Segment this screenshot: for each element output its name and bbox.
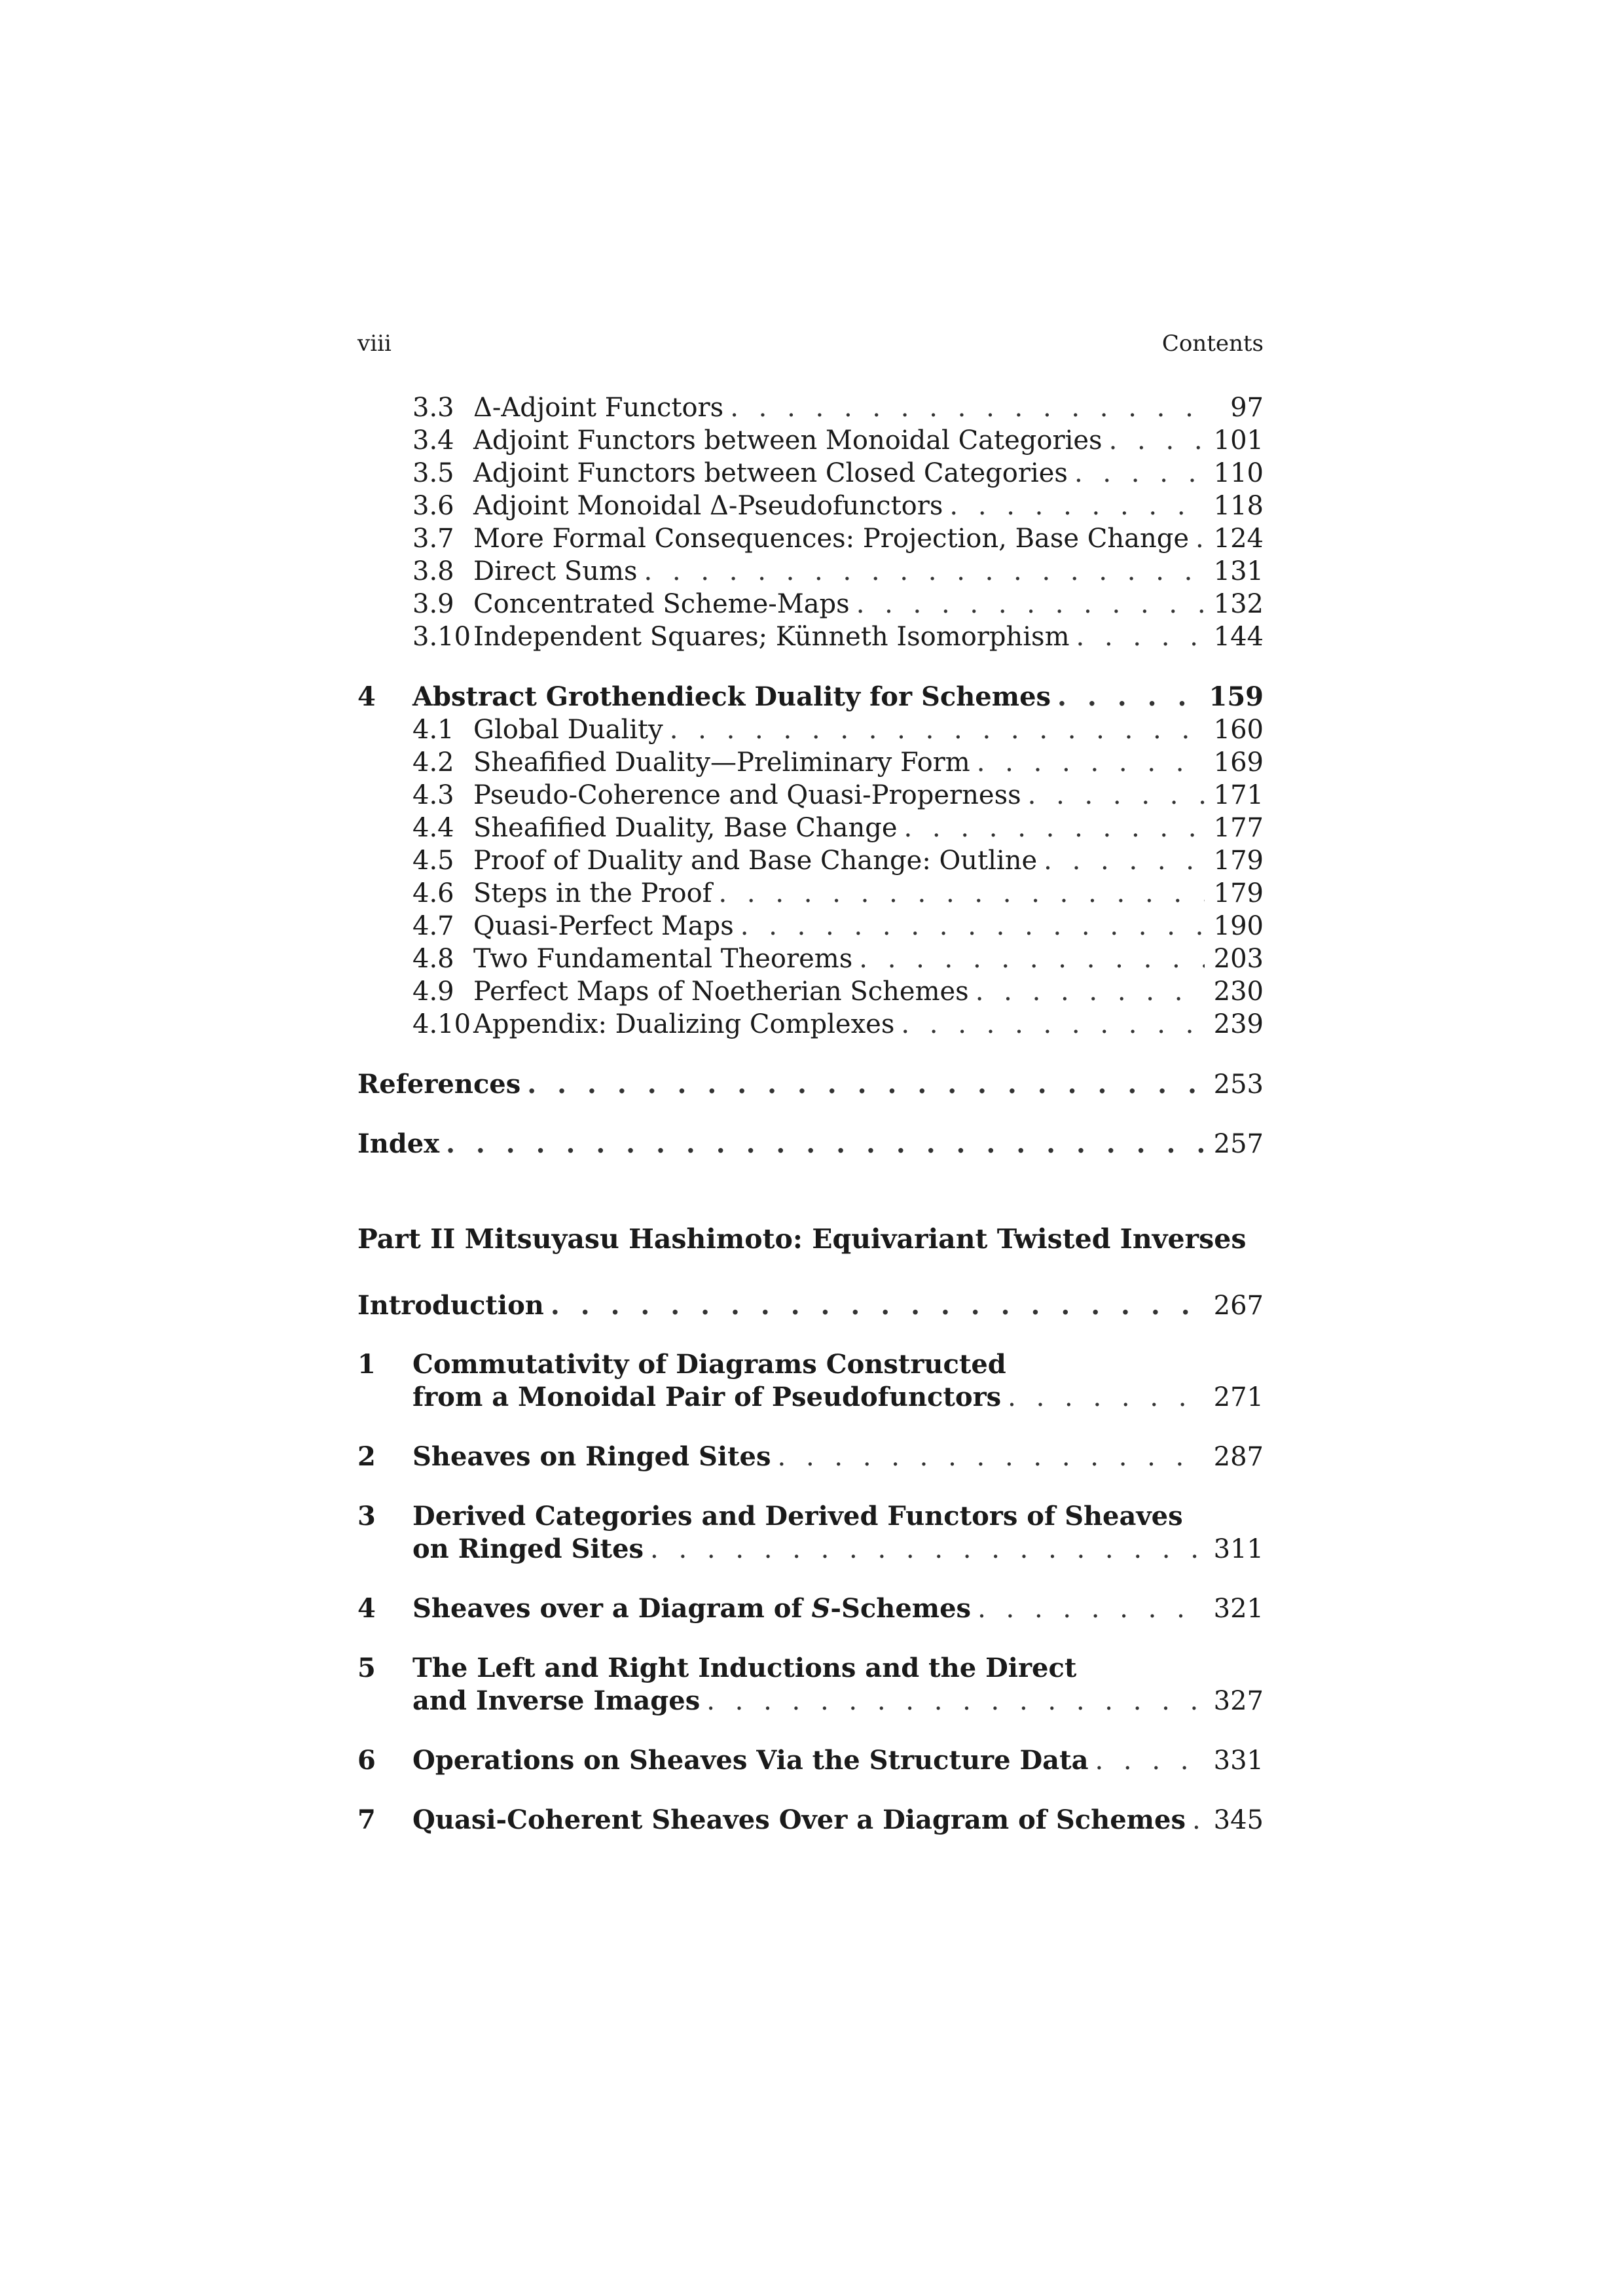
section-number: 4.8 — [412, 944, 454, 974]
page-number: 179 — [1213, 846, 1264, 876]
chapter-title-line2: on Ringed Sites — [412, 1534, 644, 1564]
dot-leader — [949, 490, 1204, 522]
page-number: 159 — [1209, 681, 1264, 712]
part-heading: Part II Mitsuyasu Hashimoto: Equivariant Twisted Inverses — [357, 1223, 1247, 1255]
section-title: Δ-Adjoint Functors — [473, 393, 724, 423]
section-title: More Formal Consequences: Projection, Base Change — [473, 524, 1189, 554]
title-italic-s: S — [811, 1593, 831, 1624]
toc-part2-chapter-6[interactable] — [357, 1744, 1264, 1777]
dot-leader — [446, 1128, 1205, 1160]
title-text-after: -Schemes — [830, 1593, 972, 1624]
page-number: 144 — [1213, 622, 1264, 652]
dot-leader — [644, 555, 1204, 588]
dot-leader — [977, 746, 1205, 779]
page-number: 327 — [1213, 1686, 1264, 1716]
dot-leader — [650, 1533, 1205, 1566]
title-text-before: Sheaves over a Diagram of — [412, 1593, 812, 1624]
chapter-title-line2: and Inverse Images — [412, 1685, 701, 1716]
section-number: 3.5 — [412, 458, 454, 488]
dot-leader — [904, 812, 1205, 844]
toc-entry-3-6[interactable] — [412, 490, 1264, 522]
page-number: 171 — [1213, 780, 1264, 810]
section-title: Pseudo-Coherence and Quasi-Properness — [473, 780, 1021, 810]
page-number: 345 — [1213, 1805, 1264, 1835]
chapter-title-line1[interactable]: The Left and Right Inductions and the Direct — [412, 1653, 1077, 1683]
page-number: 101 — [1213, 425, 1264, 456]
chapter-number: 4 — [357, 681, 376, 712]
section-title: Concentrated Scheme-Maps — [473, 589, 850, 619]
toc-part2-chapter-1[interactable] — [412, 1381, 1264, 1414]
section-number: 4.2 — [412, 747, 454, 778]
chapter-title: Sheaves on Ringed Sites — [412, 1441, 771, 1472]
toc-entry-4-3[interactable] — [412, 779, 1264, 812]
page-number: 331 — [1213, 1746, 1264, 1776]
section-title: Perfect Maps of Noetherian Schemes — [473, 977, 969, 1007]
toc-part2-chapter-3[interactable] — [412, 1533, 1264, 1566]
page-number: 131 — [1213, 556, 1264, 586]
dot-leader — [740, 910, 1205, 942]
section-number: 4.4 — [412, 813, 454, 843]
section-number: 4.1 — [412, 715, 454, 745]
section-number: 3.6 — [412, 491, 454, 521]
toc-index[interactable] — [357, 1128, 1264, 1160]
toc-entry-3-8[interactable] — [412, 555, 1264, 588]
chapter-title: Operations on Sheaves Via the Structure Data — [412, 1745, 1089, 1776]
section-title: Independent Squares; Künneth Isomorphism — [473, 622, 1070, 652]
introduction-title: Introduction — [357, 1290, 544, 1321]
section-title: Appendix: Dualizing Complexes — [473, 1009, 895, 1039]
index-title: Index — [357, 1128, 440, 1159]
toc-entry-3-3[interactable] — [412, 391, 1264, 424]
toc-entry-4-7[interactable] — [412, 910, 1264, 942]
toc-chapter-4[interactable] — [357, 681, 1264, 713]
toc-entry-4-8[interactable] — [412, 942, 1264, 975]
section-number: 4.10 — [412, 1009, 471, 1039]
page-number: 257 — [1213, 1129, 1264, 1159]
dot-leader — [1109, 424, 1205, 457]
dot-leader — [1028, 779, 1205, 812]
chapter-number: 5 — [357, 1653, 376, 1683]
page-number: 253 — [1213, 1069, 1264, 1100]
chapter-number: 4 — [357, 1593, 376, 1624]
dot-leader — [670, 713, 1205, 746]
section-number: 3.7 — [412, 524, 454, 554]
toc-entry-4-5[interactable] — [412, 844, 1264, 877]
page-number: 190 — [1213, 911, 1264, 941]
page-number: 124 — [1213, 524, 1264, 554]
chapter-title: Abstract Grothendieck Duality for Schemes — [412, 681, 1051, 712]
section-title: Proof of Duality and Base Change: Outline — [473, 846, 1038, 876]
dot-leader — [976, 975, 1205, 1008]
page-number: 177 — [1213, 813, 1264, 843]
chapter-title-line1[interactable]: Commutativity of Diagrams Constructed — [412, 1349, 1006, 1380]
toc-entry-4-10[interactable] — [412, 1008, 1264, 1041]
dot-leader — [551, 1289, 1205, 1322]
toc-references[interactable] — [357, 1068, 1264, 1101]
dot-leader — [1074, 457, 1205, 490]
section-number: 3.10 — [412, 622, 471, 652]
page-number: 118 — [1213, 491, 1264, 521]
page-number: 230 — [1213, 977, 1264, 1007]
section-title: Steps in the Proof — [473, 878, 712, 908]
section-title: Sheafified Duality—Preliminary Form — [473, 747, 970, 778]
toc-part2-chapter-7[interactable] — [357, 1804, 1264, 1837]
dot-leader — [778, 1441, 1205, 1473]
page-folio: viii — [357, 331, 392, 357]
toc-entry-4-2[interactable] — [412, 746, 1264, 779]
toc-introduction[interactable] — [357, 1289, 1264, 1322]
references-title: References — [357, 1069, 521, 1100]
dot-leader — [977, 1592, 1205, 1625]
chapter-number: 3 — [357, 1501, 376, 1532]
page-number: 132 — [1213, 589, 1264, 619]
page-number: 311 — [1213, 1534, 1264, 1564]
toc-part2-chapter-4[interactable] — [357, 1592, 1264, 1625]
section-title: Two Fundamental Theorems — [473, 944, 853, 974]
section-number: 4.6 — [412, 878, 454, 908]
toc-entry-3-4[interactable] — [412, 424, 1264, 457]
section-title: Global Duality — [473, 715, 663, 745]
section-title: Adjoint Monoidal Δ-Pseudofunctors — [473, 491, 943, 521]
chapter-title-line1[interactable]: Derived Categories and Derived Functors of Sheaves — [412, 1501, 1183, 1532]
toc-entry-3-5[interactable] — [412, 457, 1264, 490]
dot-leader — [1095, 1744, 1204, 1777]
toc-part2-chapter-2[interactable] — [357, 1441, 1264, 1473]
chapter-title-line2: from a Monoidal Pair of Pseudofunctors — [412, 1382, 1002, 1412]
dot-leader — [1192, 1804, 1205, 1837]
page-number: 239 — [1213, 1009, 1264, 1039]
toc-part2-chapter-5[interactable] — [412, 1685, 1264, 1717]
page-number: 110 — [1213, 458, 1264, 488]
section-number: 4.7 — [412, 911, 454, 941]
section-number: 4.9 — [412, 977, 454, 1007]
toc-entry-3-9[interactable] — [412, 588, 1264, 620]
dot-leader — [859, 942, 1204, 975]
dot-leader — [527, 1068, 1204, 1101]
chapter-number: 7 — [357, 1804, 376, 1835]
toc-entry-4-6[interactable] — [412, 877, 1264, 910]
chapter-title: Quasi-Coherent Sheaves Over a Diagram of Schemes — [412, 1804, 1186, 1835]
section-number: 3.8 — [412, 556, 454, 586]
toc-entry-4-9[interactable] — [412, 975, 1264, 1008]
dot-leader — [706, 1685, 1204, 1717]
running-title: Contents — [1161, 331, 1264, 357]
toc-entry-3-10[interactable] — [412, 620, 1264, 653]
toc-entry-3-7[interactable] — [412, 522, 1264, 555]
section-number: 4.3 — [412, 780, 454, 810]
running-header — [357, 331, 1264, 363]
page-number: 97 — [1230, 393, 1264, 423]
toc-entry-4-4[interactable] — [412, 812, 1264, 844]
chapter-title — [412, 1592, 971, 1625]
section-number: 3.4 — [412, 425, 454, 456]
section-number: 3.9 — [412, 589, 454, 619]
page-number: 179 — [1213, 878, 1264, 908]
toc-entry-4-1[interactable] — [412, 713, 1264, 746]
dot-leader — [1076, 620, 1205, 653]
page-number: 267 — [1213, 1291, 1264, 1321]
dot-leader — [719, 877, 1205, 910]
dot-leader — [1195, 522, 1205, 555]
dot-leader — [1008, 1381, 1204, 1414]
chapter-number: 1 — [357, 1349, 376, 1380]
chapter-number: 6 — [357, 1745, 376, 1776]
section-number: 3.3 — [412, 393, 454, 423]
chapter-number: 2 — [357, 1441, 376, 1472]
page-number: 321 — [1213, 1594, 1264, 1624]
dot-leader — [856, 588, 1205, 620]
page-number: 287 — [1213, 1442, 1264, 1472]
dot-leader — [1044, 844, 1204, 877]
dot-leader — [901, 1008, 1204, 1041]
section-title: Adjoint Functors between Monoidal Categories — [473, 425, 1103, 456]
page-number: 203 — [1213, 944, 1264, 974]
dot-leader — [1057, 681, 1199, 713]
page-number: 169 — [1213, 747, 1264, 778]
page-number: 160 — [1213, 715, 1264, 745]
section-number: 4.5 — [412, 846, 454, 876]
section-title: Direct Sums — [473, 556, 638, 586]
section-title: Sheafified Duality, Base Change — [473, 813, 898, 843]
section-title: Quasi-Perfect Maps — [473, 911, 734, 941]
page-number: 271 — [1213, 1382, 1264, 1412]
section-title: Adjoint Functors between Closed Categories — [473, 458, 1068, 488]
dot-leader — [730, 391, 1213, 424]
